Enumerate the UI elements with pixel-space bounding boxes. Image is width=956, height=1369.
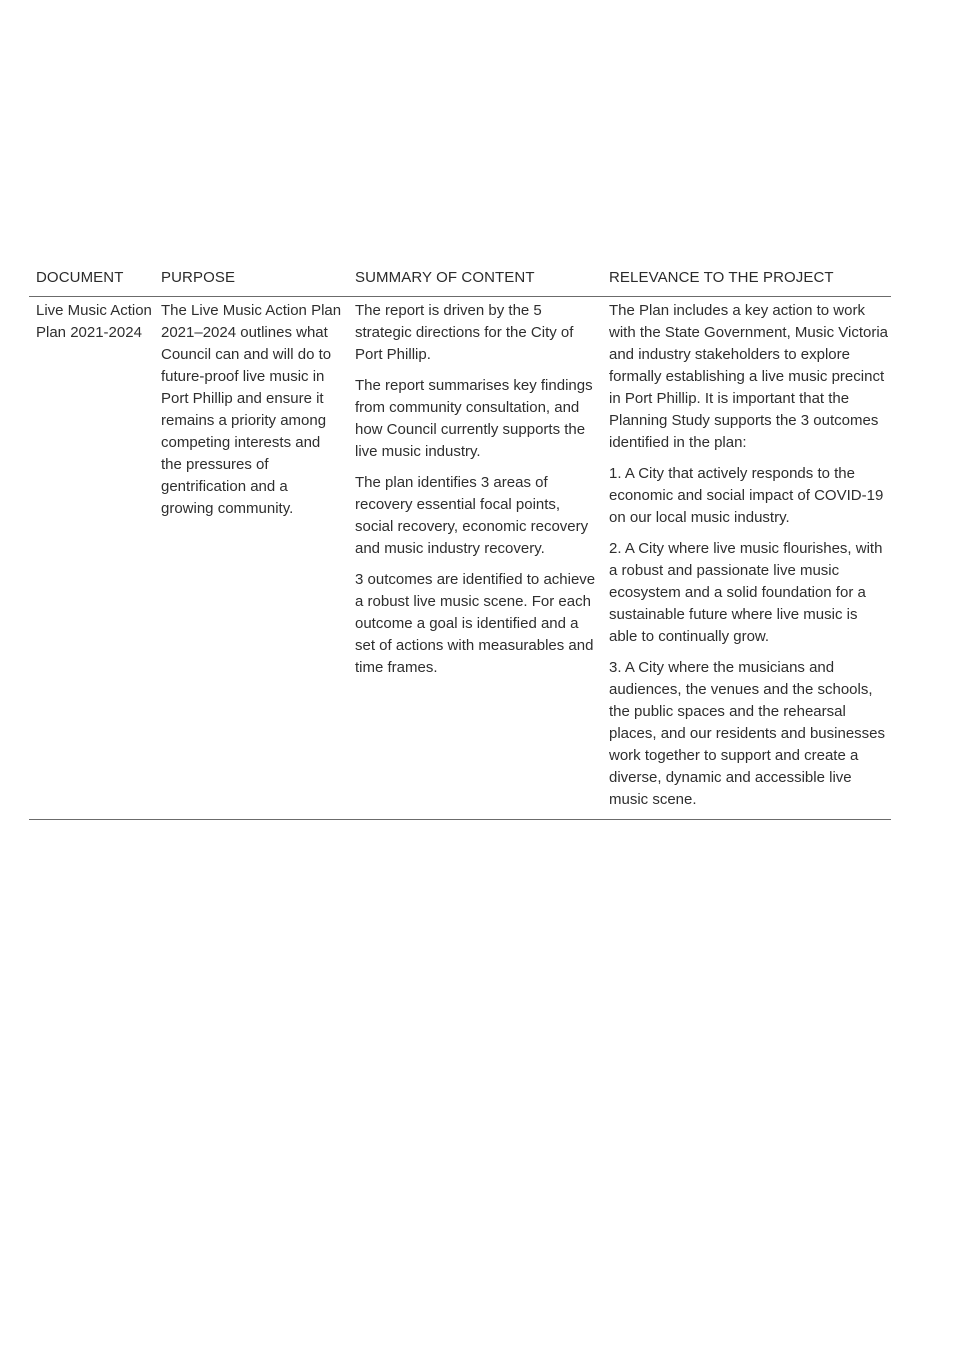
header-document: DOCUMENT [36, 269, 124, 286]
summary-paragraph: The report summarises key findings from community consultation, and how Council currently supports the live music industry. [355, 377, 593, 460]
cell-summary [348, 300, 602, 811]
header-purpose: PURPOSE [161, 269, 236, 286]
relevance-outcome-3: 3. A City where the musicians and audiences, the venues and the schools, the public spaces and the rehearsal places, and our residents and businesses work together to support and create a diverse, dynamic and accessible live music scene. [609, 659, 886, 808]
table-header-row [29, 266, 891, 297]
purpose-text: The Live Music Action Plan 2021–2024 outlines what Council can and will do to future-proof live music in Port Phillip and ensure it remains a priority among competing interests and the pressures of gentrification and a growing community. [161, 302, 342, 517]
cell-purpose [154, 300, 348, 811]
header-relevance: RELEVANCE TO THE PROJECT [609, 269, 834, 286]
document-table [29, 266, 891, 820]
cell-relevance [602, 300, 891, 811]
table-row [29, 297, 891, 820]
relevance-outcome-2: 2. A City where live music flourishes, with a robust and passionate live music ecosystem and a solid foundation for a sustainable future where live music is able to continually grow. [609, 540, 883, 645]
summary-paragraph: 3 outcomes are identified to achieve a robust live music scene. For each outcome a goal is identified and a set of actions with measurables and time frames. [355, 571, 596, 676]
relevance-outcome-1: 1. A City that actively responds to the economic and social impact of COVID-19 on our local music industry. [609, 465, 884, 526]
cell-document [29, 300, 154, 811]
document-name: Live Music Action Plan 2021-2024 [36, 302, 152, 341]
relevance-paragraph: The Plan includes a key action to work with the State Government, Music Victoria and industry stakeholders to explore formally establishing a live music precinct in Port Phillip. It is important that the Planning Study supports the 3 outcomes identified in the plan: [609, 302, 889, 451]
summary-paragraph: The plan identifies 3 areas of recovery essential focal points, social recovery, economic recovery and music industry recovery. [355, 474, 589, 557]
summary-paragraph: The report is driven by the 5 strategic directions for the City of Port Phillip. [355, 302, 574, 363]
header-summary: SUMMARY OF CONTENT [355, 269, 535, 286]
